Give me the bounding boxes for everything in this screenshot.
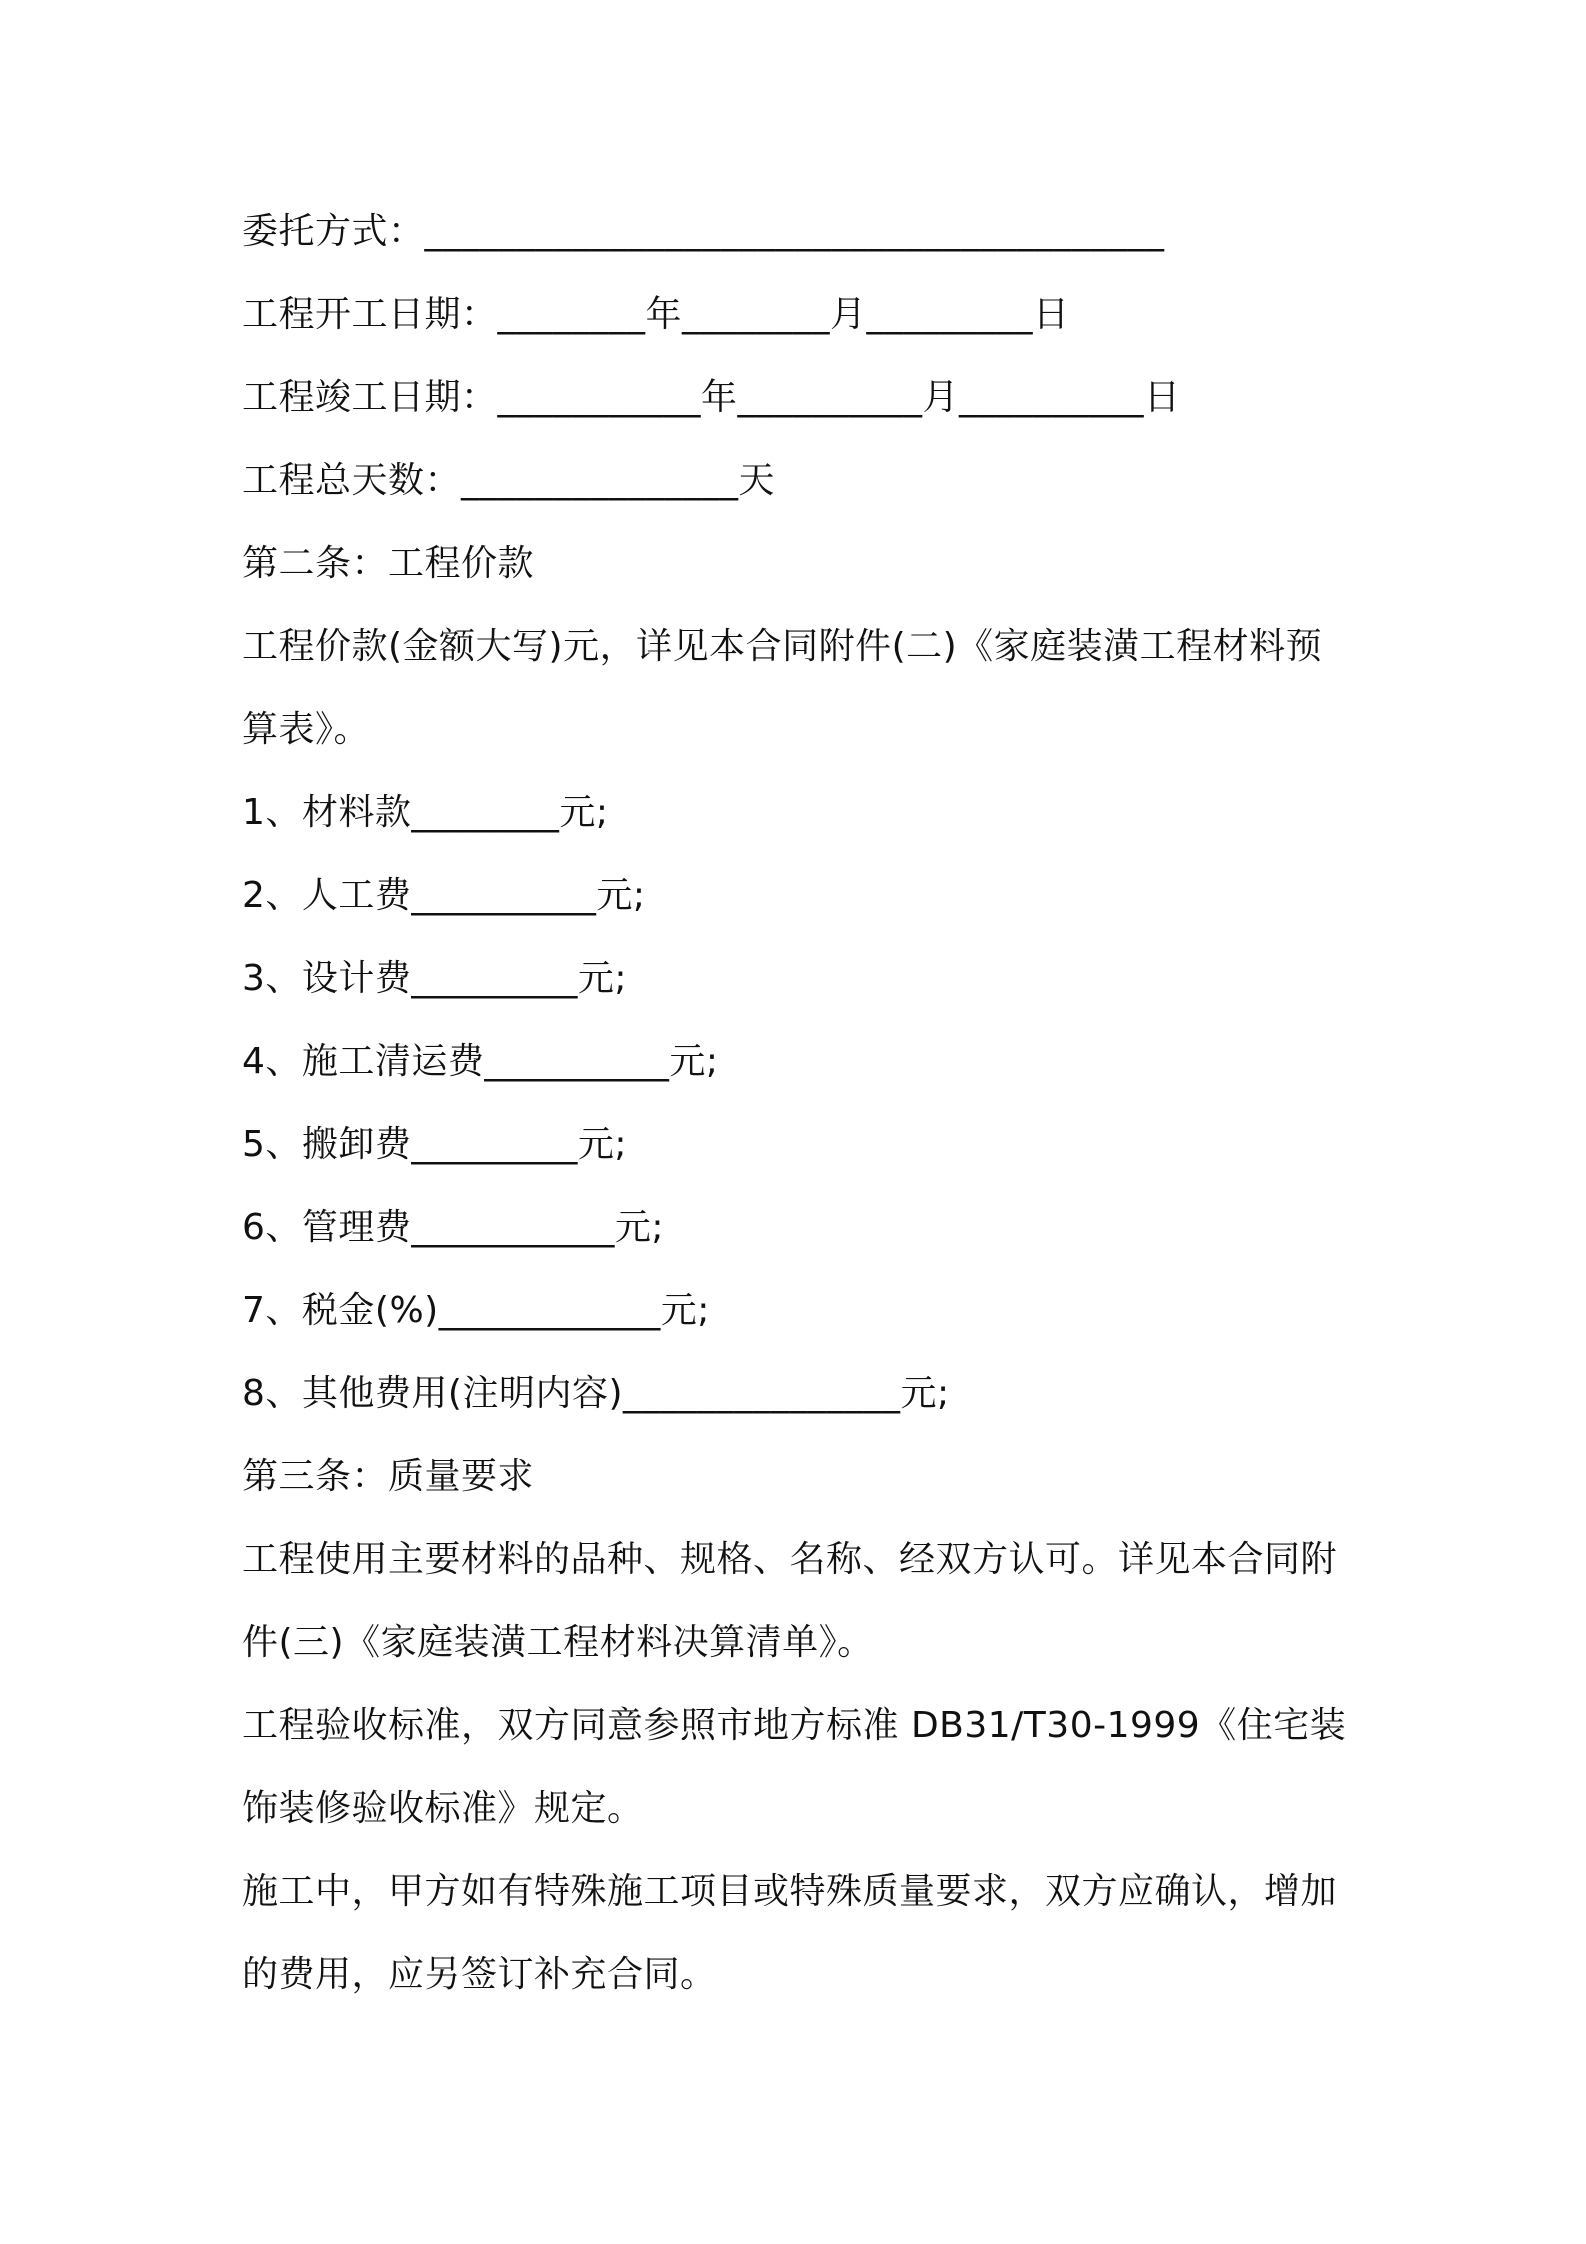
fee-item-labor: 2、人工费__________元; <box>242 875 646 916</box>
fee-item-moving: 5、搬卸费_________元; <box>242 1124 628 1165</box>
fee-item-cleanup: 4、施工清运费__________元; <box>242 1041 719 1082</box>
quality-paragraph-2-line-1: 工程验收标准，双方同意参照市地方标准 DB31/T30-1999《住宅装 <box>242 1705 1347 1746</box>
quality-paragraph-3-line-2: 的费用，应另签订补充合同。 <box>242 1954 717 1995</box>
fee-item-management: 6、管理费___________元; <box>242 1207 665 1248</box>
quality-paragraph-1-line-2: 件(三)《家庭装潢工程材料决算清单》。 <box>242 1622 874 1663</box>
fee-item-design: 3、设计费_________元; <box>242 958 628 999</box>
quality-paragraph-2-line-2: 饰装修验收标准》规定。 <box>242 1788 644 1829</box>
quality-paragraph-1-line-1: 工程使用主要材料的品种、规格、名称、经双方认可。详见本合同附 <box>242 1539 1338 1580</box>
quality-paragraph-3-line-1: 施工中，甲方如有特殊施工项目或特殊质量要求，双方应确认，增加 <box>242 1871 1338 1912</box>
article-two-heading: 第二条：工程价款 <box>242 543 535 584</box>
completion-date-line: 工程竣工日期：___________年__________月__________日 <box>242 377 1181 418</box>
fee-item-materials: 1、材料款________元; <box>242 792 609 833</box>
fee-item-tax: 7、税金(%)____________元; <box>242 1290 710 1331</box>
article-three-heading: 第三条：质量要求 <box>242 1456 535 1497</box>
price-paragraph-line-2: 算表》。 <box>242 709 371 750</box>
total-days-line: 工程总天数：_______________天 <box>242 460 776 501</box>
price-paragraph-line-1: 工程价款(金额大写)元，详见本合同附件(二)《家庭装潢工程材料预 <box>242 626 1323 667</box>
fee-item-other: 8、其他费用(注明内容)_______________元; <box>242 1373 950 1414</box>
start-date-line: 工程开工日期：________年________月_________日 <box>242 294 1070 335</box>
delegation-method-line: 委托方式：________________________________________ <box>242 211 1165 252</box>
